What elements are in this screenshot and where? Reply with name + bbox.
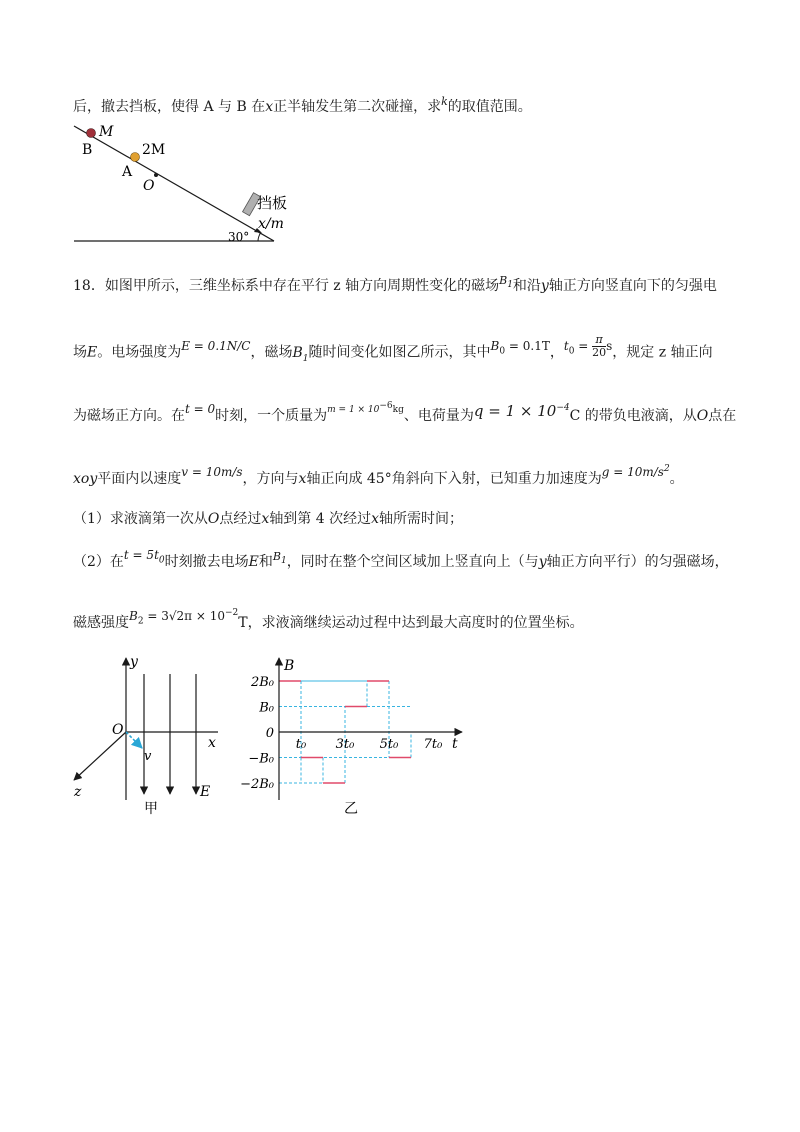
sub: 0	[499, 345, 506, 356]
text: 平面内以速度	[97, 471, 182, 487]
var-k: k	[441, 95, 448, 108]
b: B	[499, 274, 508, 287]
g-equation	[602, 465, 670, 479]
text: 和	[258, 554, 273, 570]
chart-x-ticks	[296, 737, 443, 752]
text: 18．如图甲所示，三维坐标系中存在平行 z 轴方向周期性变化的磁场	[73, 278, 500, 294]
y-tick-label: 2B₀	[250, 675, 274, 690]
baffle-label: 挡板	[257, 194, 288, 212]
text: ，同时在整个空间区域加上竖直向上（与	[286, 554, 539, 570]
ball-a-label: A	[122, 164, 133, 180]
sub: 1	[507, 280, 513, 291]
sub: 0	[568, 345, 575, 356]
text: 点在	[708, 408, 737, 424]
val: = 3√2π × 10	[143, 609, 226, 623]
var-y: y	[540, 278, 549, 294]
charge-equation	[474, 402, 570, 420]
incline-figure	[60, 120, 300, 250]
text: 正半轴发生第二次碰撞，求	[273, 99, 442, 115]
text: ，磁场	[250, 344, 293, 361]
t-equation: t = 0	[185, 402, 216, 416]
b2-equation	[129, 608, 239, 627]
z-axis-label: z	[74, 784, 82, 800]
text: 。	[669, 471, 684, 487]
b: B	[129, 609, 138, 623]
prev-question-tail	[73, 97, 532, 118]
chart-caption: 乙	[344, 801, 358, 817]
exp: −2	[225, 608, 239, 618]
text: C 的带负电液滴，从	[569, 408, 697, 424]
sub: 0	[158, 555, 165, 566]
x-axis-label: x	[208, 735, 216, 751]
text: 轴到第 4 次经过	[269, 511, 372, 527]
var-e: E	[87, 344, 98, 361]
angle-label: 30°	[228, 230, 250, 244]
y-tick-label: B₀	[259, 700, 274, 716]
y-tick-label: −B₀	[248, 751, 274, 767]
unit-s: s	[606, 338, 613, 353]
text: 轴正方向竖直向下的匀强电	[548, 278, 717, 294]
q18-sub-1	[73, 509, 463, 529]
angle-arc	[258, 233, 261, 241]
ball-b-mass-label: M	[99, 124, 114, 140]
q18-line-2	[73, 333, 713, 368]
text: 的取值范围。	[447, 99, 532, 115]
text: ，	[549, 344, 564, 361]
text: 时刻，一个质量为	[215, 408, 328, 424]
text: 为磁场正方向。在	[73, 408, 185, 424]
text: 和沿	[512, 278, 541, 294]
b1-symbol	[272, 550, 287, 567]
text: 轴正方向平行）的匀强磁场，	[546, 554, 729, 570]
e-field-label: E	[200, 784, 211, 800]
b1-symbol	[499, 274, 513, 291]
t0-equation	[563, 338, 593, 356]
origin-label: O	[143, 178, 155, 194]
text: 轴所需时间；	[379, 511, 464, 527]
t: t = 5t	[123, 548, 159, 562]
val: = 0.1T	[505, 338, 550, 353]
velocity-label: v	[144, 749, 152, 764]
text: T，求液滴继续运动过程中达到最大高度时的位置坐标。	[238, 615, 584, 631]
g: g = 10m/s	[601, 465, 664, 479]
q18-sub-2-line-2	[73, 610, 584, 638]
q18-line-3	[73, 402, 736, 428]
b: B	[292, 344, 303, 361]
m: m = 1 × 10	[327, 405, 380, 415]
text: 、电荷量为	[403, 408, 474, 424]
fig-yi-chart	[236, 650, 476, 820]
b1-symbol	[292, 344, 309, 364]
text: 轴正向成 45°角斜向下入射，已知重力加速度为	[306, 471, 602, 487]
v-equation: v = 10m/s	[181, 465, 243, 479]
var-x: x	[298, 471, 307, 487]
var-o: O	[696, 408, 709, 424]
y-tick-label: 0	[265, 726, 274, 741]
den: 20	[592, 346, 607, 359]
t-equation	[123, 548, 165, 566]
x-tick-label: 7t₀	[423, 737, 443, 752]
x-tick-label: t₀	[295, 737, 307, 752]
q18-line-4	[73, 466, 684, 489]
var-e: E	[248, 554, 259, 570]
origin-dot	[154, 173, 158, 177]
exp: 2	[663, 464, 670, 474]
incline-line	[74, 126, 274, 241]
var-x: x	[265, 99, 274, 115]
sub: 2	[137, 616, 144, 627]
chart-ylabel: B	[284, 658, 295, 674]
eq: =	[574, 338, 593, 353]
x-tick-label: 5t₀	[379, 737, 399, 752]
ball-b-label: B	[82, 142, 93, 158]
caption-jia: 甲	[144, 801, 158, 817]
origin-label: O	[112, 722, 124, 738]
ball-b	[87, 129, 96, 138]
ball-a-mass-label: 2M	[142, 142, 166, 158]
var-o: O	[207, 511, 220, 527]
text: 磁感强度	[73, 615, 129, 631]
text: 点经过	[219, 511, 262, 527]
fraction	[592, 334, 606, 359]
text: 。电场强度为	[97, 344, 182, 361]
q18-line-1	[73, 276, 717, 301]
text: 随时间变化如图乙所示，其中	[308, 344, 491, 361]
chart-xlabel: t	[452, 736, 458, 752]
axis-label: x/m	[258, 216, 284, 232]
ball-a	[131, 153, 140, 162]
b: B	[272, 550, 281, 563]
var-x: x	[371, 511, 380, 527]
num: π	[592, 334, 606, 347]
text: （2）在	[73, 554, 124, 570]
chart-y-ticks	[240, 675, 275, 792]
exp: −6	[379, 401, 393, 411]
text: ，规定 z 轴正向	[612, 344, 713, 361]
y-tick-label: −2B₀	[240, 777, 274, 792]
x-tick-label: 3t₀	[335, 737, 355, 752]
unit: kg	[392, 405, 404, 415]
q: q = 1 × 10	[473, 402, 557, 420]
text: 后，撤去挡板，使得 A 与 B 在	[73, 99, 266, 115]
text: ，方向与	[242, 471, 299, 487]
b0-equation	[490, 338, 550, 356]
var-xoy: xoy	[73, 471, 98, 487]
z-axis	[74, 732, 126, 780]
velocity-arrow	[126, 732, 142, 748]
t: t	[563, 338, 569, 353]
text: 场	[73, 344, 87, 361]
mass-equation	[327, 401, 404, 415]
var-x: x	[261, 511, 270, 527]
text: （1）求液滴第一次从	[73, 511, 208, 527]
b: B	[490, 338, 500, 353]
fig-jia	[60, 650, 230, 820]
q18-sub-2	[73, 548, 729, 577]
sub: 1	[302, 353, 309, 364]
exp: −4	[556, 403, 570, 413]
y-axis-label: y	[130, 654, 138, 670]
var-y: y	[538, 554, 547, 570]
e-equation: E = 0.1N/C	[181, 338, 251, 353]
text: 时刻撤去电场	[164, 554, 249, 570]
sub: 1	[280, 556, 287, 567]
